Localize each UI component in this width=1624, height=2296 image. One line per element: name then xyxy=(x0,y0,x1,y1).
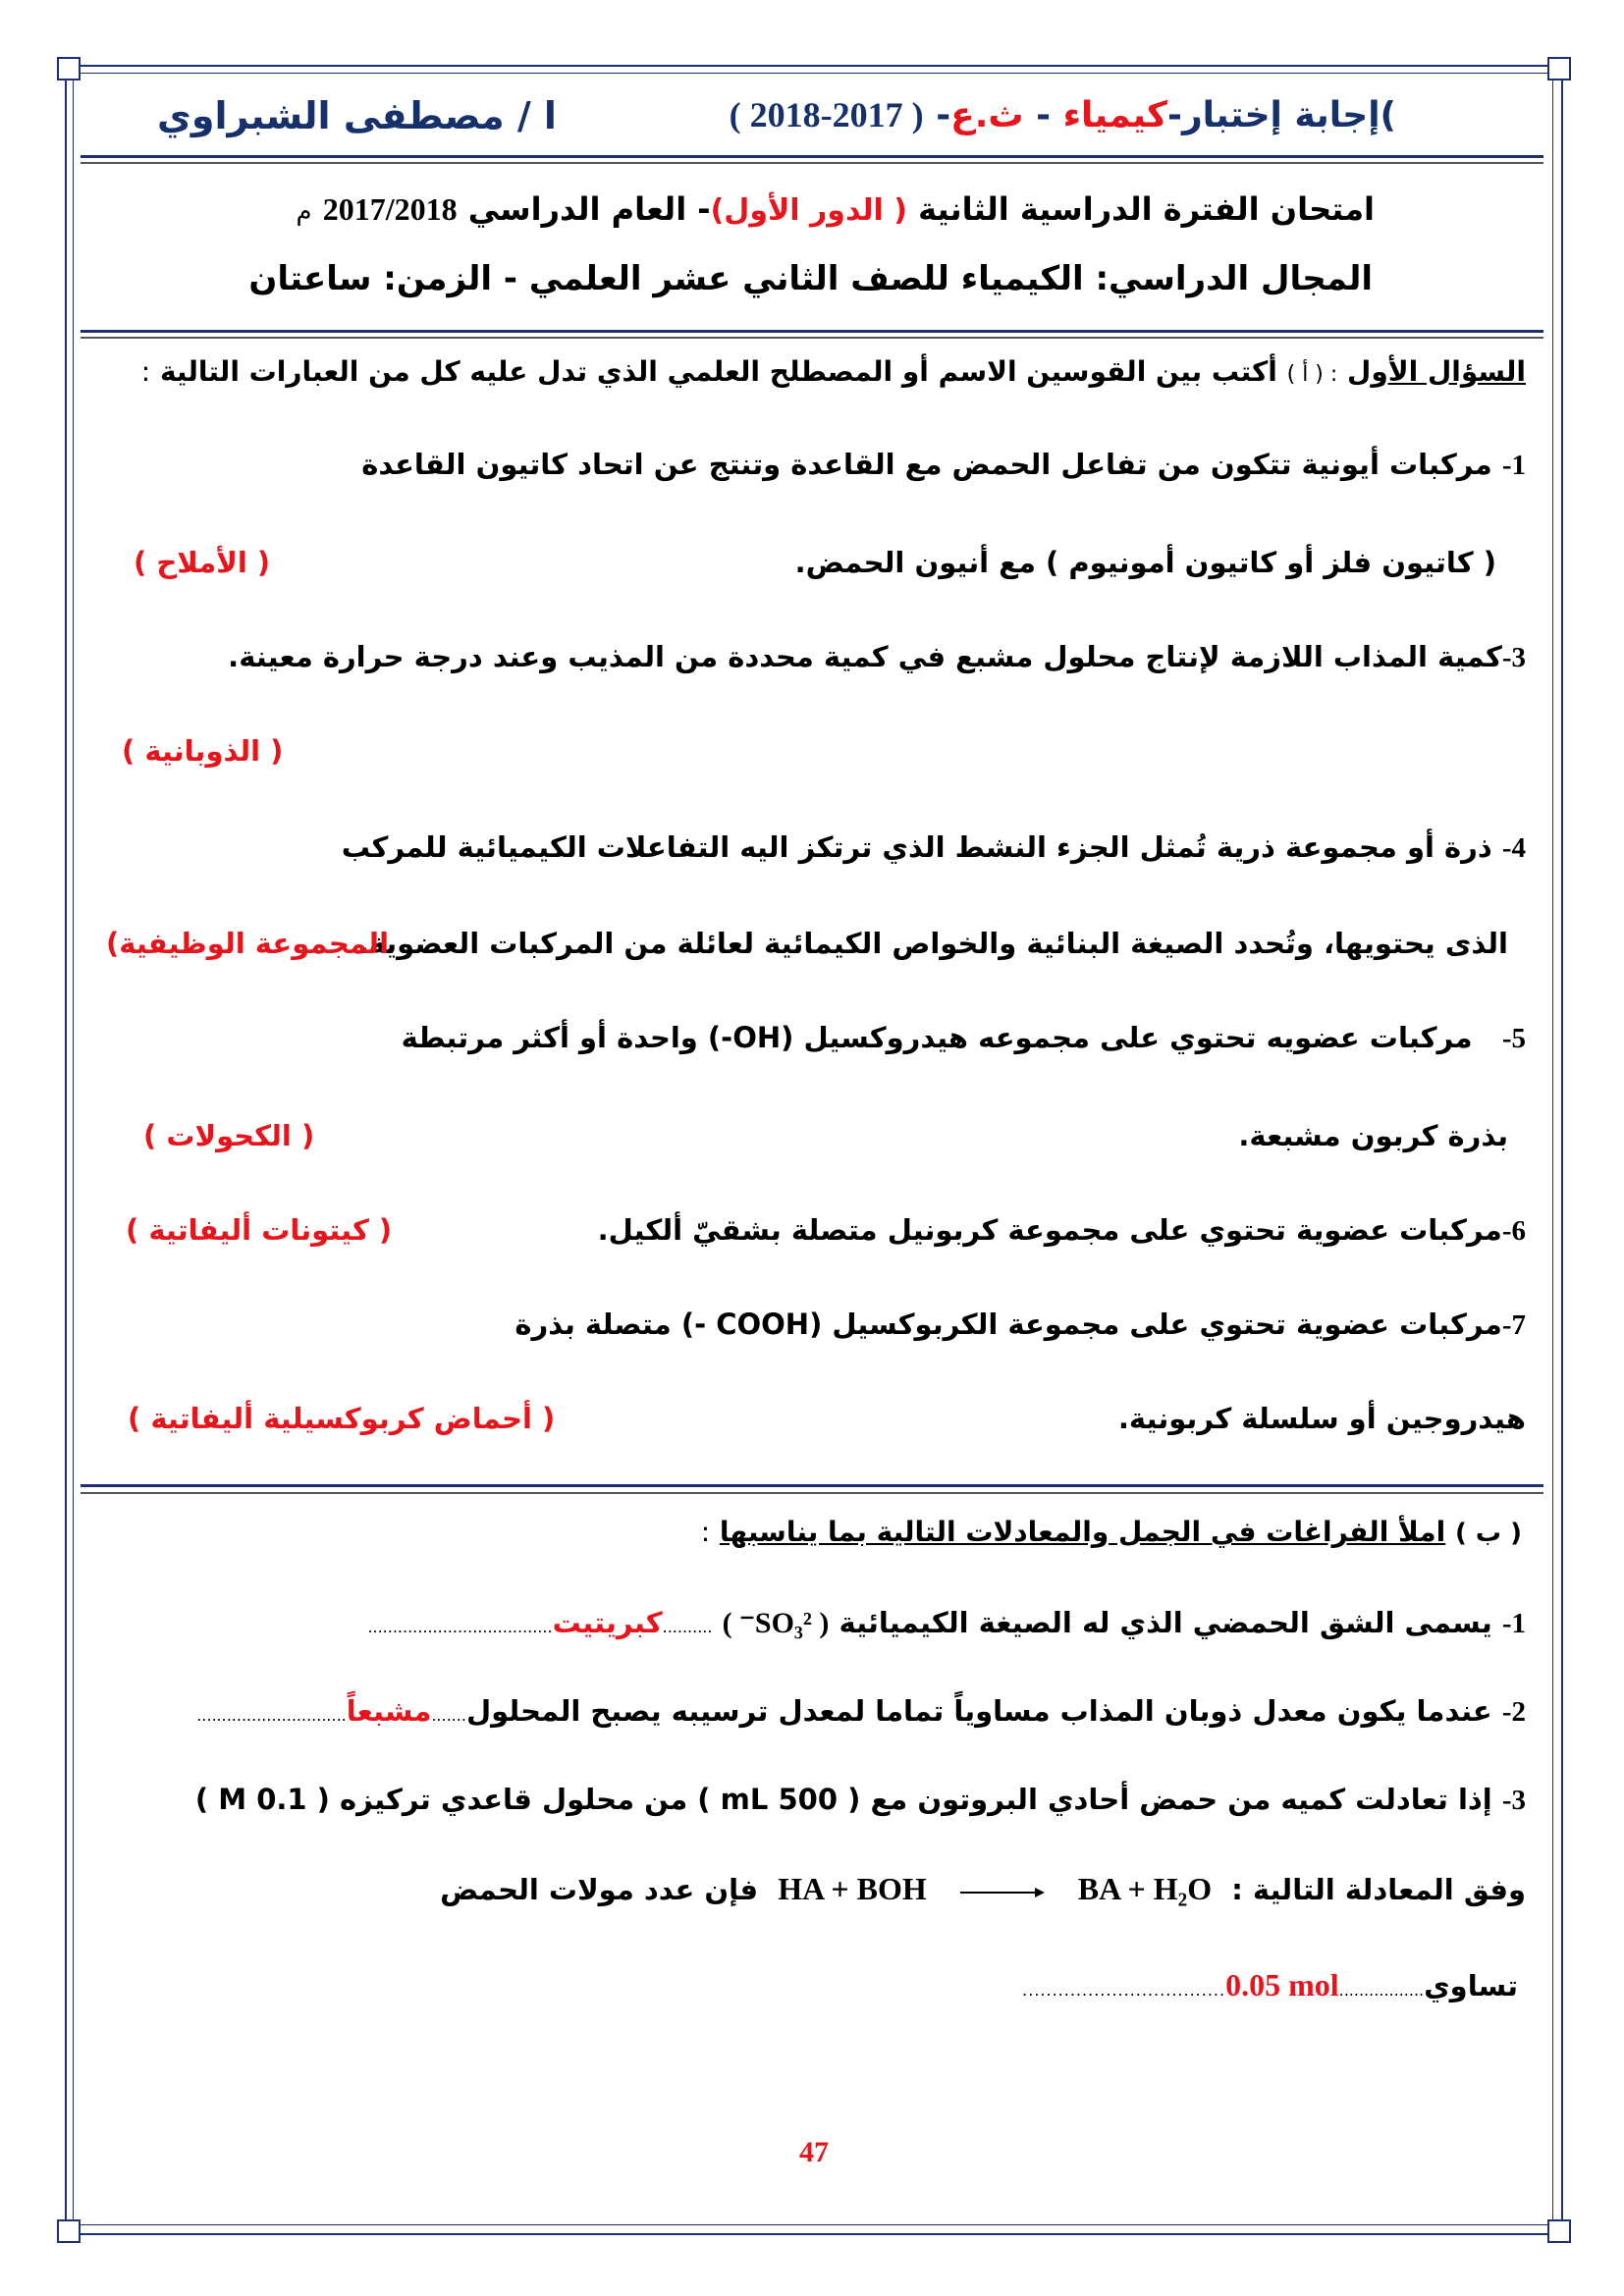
section-b-heading: ( ب ) املأ الفراغات في الجمل والمعادلات التالية بما يناسبها : xyxy=(700,1516,1522,1548)
page-number: 47 xyxy=(799,2136,829,2168)
answer-text: ( كيتونات أليفاتية ) xyxy=(126,1213,393,1247)
section-a-heading: السؤال الأول : ( أ ) أكتب بين القوسين الاسم أو المصطلح العلمي الذي تدل عليه كل من العبارات التالية : xyxy=(140,355,1526,388)
question-item: 6-مركبات عضوية تحتوي على مجموعة كربونيل متصلة بشقيّ ألكيل. xyxy=(597,1213,1526,1247)
fill-item: 2- عندما يكون معدل ذوبان المذاب مساوياً تماما لمعدل ترسيبه يصبح المحلول.......مشبعاً.............................. xyxy=(196,1694,1526,1728)
question-item: 4- ذرة أو مجموعة ذرية تُمثل الجزء النشط الذي ترتكز اليه التفاعلات الكيميائية للمركب xyxy=(341,830,1526,864)
question-item: 3-كمية المذاب اللازمة لإنتاج محلول مشبع في كمية محددة من المذيب وعند درجة حرارة معينة. xyxy=(228,640,1526,673)
header-divider-thin xyxy=(81,162,1543,164)
header-divider xyxy=(81,155,1543,158)
question-item-line2: بذرة كربون مشبعة. xyxy=(1238,1119,1508,1152)
section-divider-thin xyxy=(81,337,1543,339)
teacher-name: ا / مصطفى الشبراوي xyxy=(157,94,557,137)
question-item-line2: الذى يحتويها، وتُحدد الصيغة البنائية والخواص الكيمائية لعائلة من المركبات العضوية. xyxy=(357,927,1508,960)
corner-ornament xyxy=(57,57,81,80)
corner-ornament xyxy=(1547,57,1571,80)
fill-item: 3- إذا تعادلت كميه من حمض أحادي البروتون مع ( 500 mL ) من محلول قاعدي تركيزه ( 0.1 M ) xyxy=(194,1783,1526,1816)
answer-text: المجموعة الوظيفية) xyxy=(106,927,390,960)
question-item: 1- مركبات أيونية تتكون من تفاعل الحمض مع القاعدة وتنتج عن اتحاد كاتيون القاعدة xyxy=(361,448,1526,481)
question-item-line2: ( كاتيون فلز أو كاتيون أمونيوم ) مع أنيون الحمض. xyxy=(794,546,1496,579)
fill-item-equation-line: وفق المعادلة التالية : HA + BOH BA + H₂O فإن عدد مولات الحمض xyxy=(440,1871,1526,1906)
exam-info-line2: المجال الدراسي: الكيمياء للصف الثاني عشر العلمي - الزمن: ساعتان xyxy=(248,259,1373,298)
corner-ornament xyxy=(57,2219,81,2243)
answer-text: ( الكحولات ) xyxy=(143,1119,315,1152)
answer-text: ( الذوبانية ) xyxy=(122,734,284,768)
exam-info-line1: امتحان الفترة الدراسية الثانية ( الدور الأول)- العام الدراسي 2017/2018 م xyxy=(296,190,1375,228)
answer-text: ( الأملاح ) xyxy=(134,546,271,579)
corner-ornament xyxy=(1547,2219,1571,2243)
fill-item: 1- يسمى الشق الحمضي الذي له الصيغة الكيميائية ( SO₃²⁻ ) ..........كبريتيت..................................... xyxy=(367,1606,1526,1639)
reaction-arrow-icon xyxy=(958,1885,1047,1900)
section-divider xyxy=(81,330,1543,333)
header-title: )إجابة إختبار-كيمياء - ث.ع- ( 2017-2018 ) xyxy=(729,95,1396,135)
answer-text: ( أحماض كربوكسيلية أليفاتية ) xyxy=(128,1402,556,1435)
question-item: 7-مركبات عضوية تحتوي على مجموعة الكربوكسيل (COOH -) متصلة بذرة xyxy=(514,1308,1526,1341)
fill-item-answer-line: تساوي.................0.05 mol.................................. xyxy=(1022,1967,1518,2002)
section-divider-thin xyxy=(81,1492,1543,1494)
section-divider xyxy=(81,1484,1543,1487)
question-item-line2: هيدروجين أو سلسلة كربونية. xyxy=(1117,1402,1526,1435)
question-item: 5- مركبات عضويه تحتوي على مجموعه هيدروكسيل (OH-) واحدة أو أكثر مرتبطة xyxy=(401,1021,1526,1054)
